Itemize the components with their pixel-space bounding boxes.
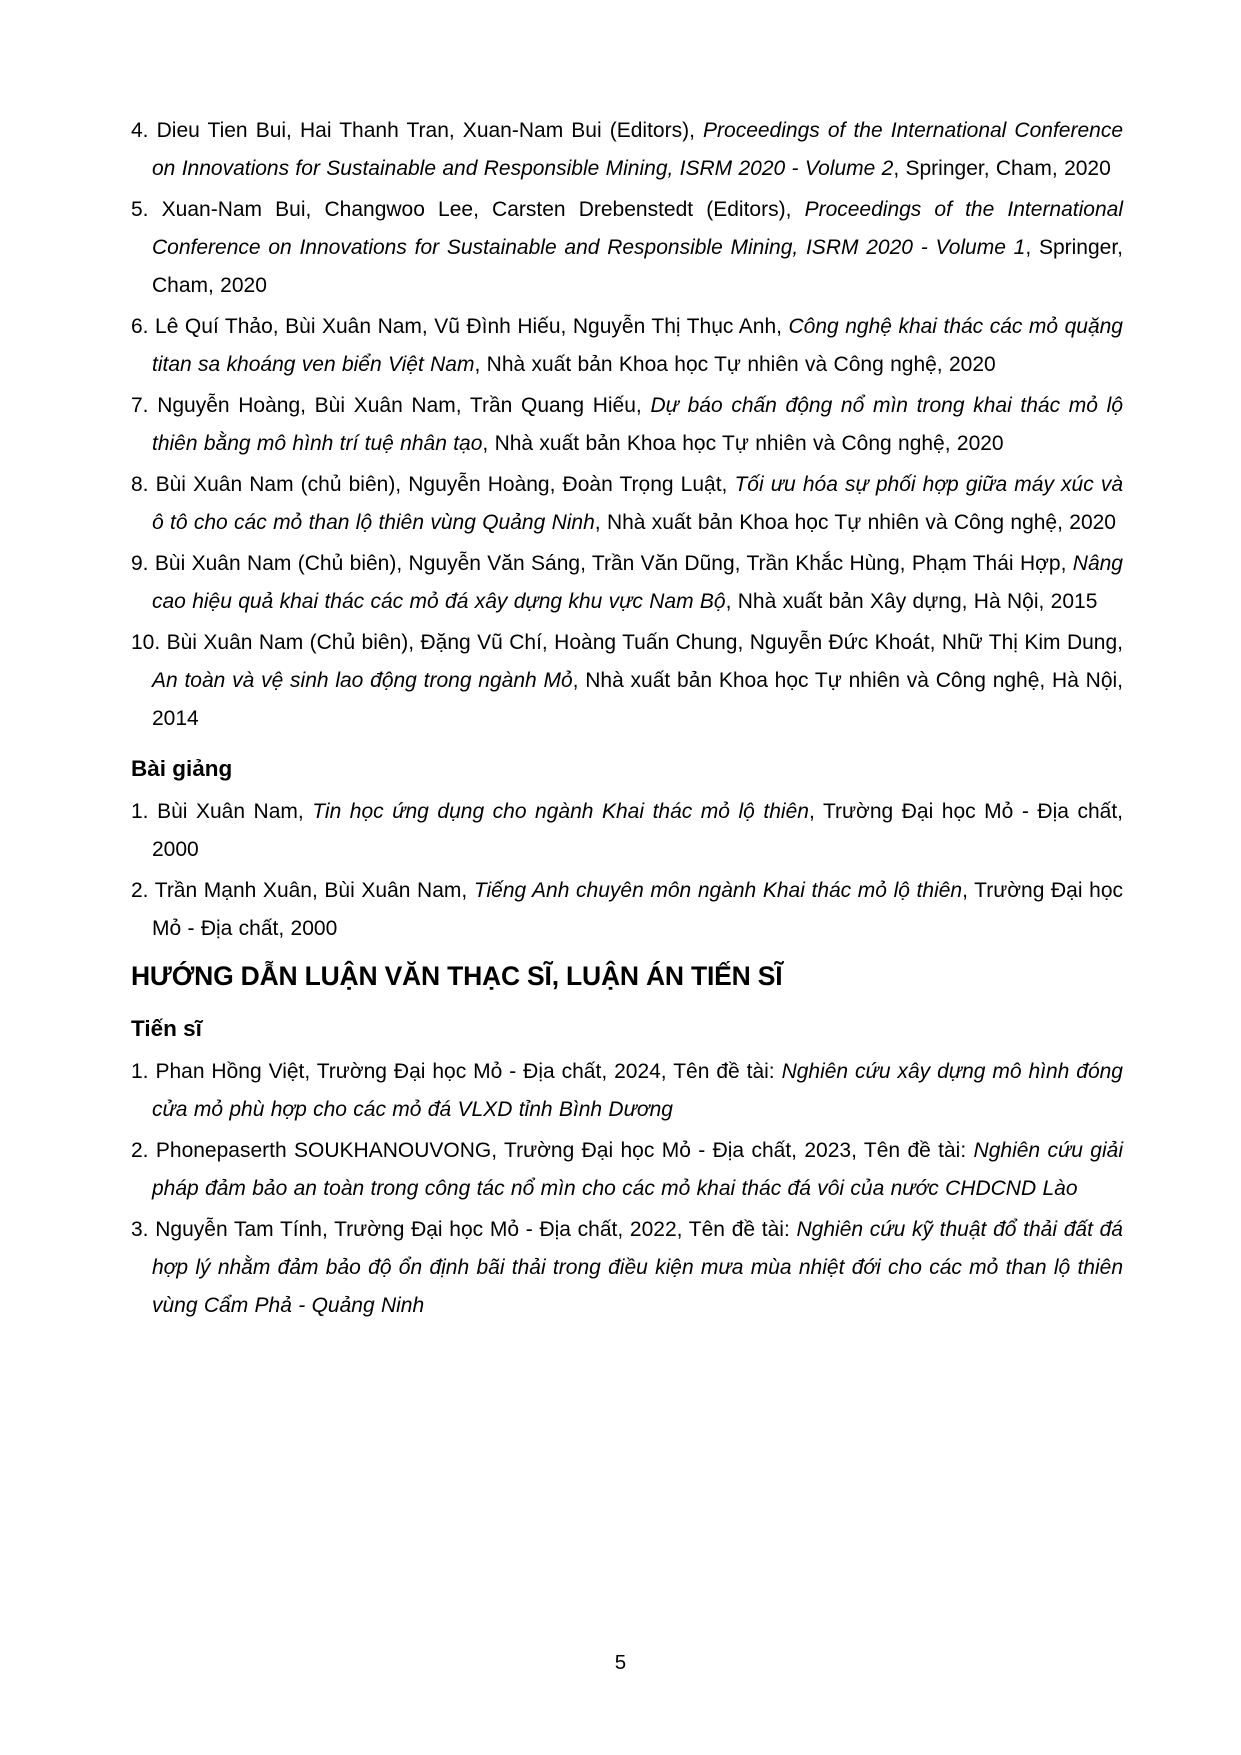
list-item-number: 10. (131, 631, 161, 654)
text-segment: , Trường Đại học Mỏ - Địa chất, 2000 (152, 800, 1123, 861)
text-segment: , Nhà xuất bản Xây dựng, Hà Nội, 2015 (725, 590, 1098, 613)
text-segment: Phan Hồng Việt, Trường Đại học Mỏ - Địa chất, 2024, Tên đề tài: (155, 1060, 782, 1083)
work-title-segment: Nghiên cứu kỹ thuật đổ thải đất đá hợp lý nhằm đảm bảo độ ổn định bãi thải trong điều kiện mưa mùa nhiệt đới cho các mỏ than lộ thiên vùng Cẩm Phả - Quảng Ninh (152, 1218, 1123, 1317)
list-item-number: 5. (131, 198, 149, 221)
text-segment: Nguyễn Tam Tính, Trường Đại học Mỏ - Địa chất, 2022, Tên đề tài: (155, 1218, 797, 1241)
list-item (131, 545, 1123, 621)
section-heading-huong-dan: HƯỚNG DẪN LUẬN VĂN THẠC SĨ, LUẬN ÁN TIẾN SĨ (131, 961, 783, 991)
section-heading-bai-giang: Bài giảng (131, 756, 233, 781)
lecture-list (131, 793, 1123, 948)
text-segment: Bùi Xuân Nam (Chủ biên), Đặng Vũ Chí, Hoàng Tuấn Chung, Nguyễn Đức Khoát, Nhữ Thị Kim Dung, (166, 631, 1123, 654)
list-item-number: 7. (131, 394, 149, 417)
list-item (131, 624, 1123, 738)
text-segment: Nguyễn Hoàng, Bùi Xuân Nam, Trần Quang Hiếu, (157, 394, 651, 417)
work-title-segment: Nghiên cứu xây dựng mô hình đóng cửa mỏ phù hợp cho các mỏ đá VLXD tỉnh Bình Dương (152, 1060, 1123, 1121)
list-item-number: 1. (131, 800, 149, 823)
list-item-number: 2. (131, 879, 149, 902)
section-heading-tien-si: Tiến sĩ (131, 1016, 202, 1041)
page-number: 5 (614, 1651, 627, 1674)
work-title-segment: Tin học ứng dụng cho ngành Khai thác mỏ lộ thiên (312, 800, 809, 823)
list-item (131, 1053, 1123, 1129)
work-title-segment: Proceedings of the International Conference on Innovations for Sustainable and Responsible Mining, ISRM 2020 - Volume 2 (152, 119, 1124, 180)
text-segment: Dieu Tien Bui, Hai Thanh Tran, Xuan-Nam Bui (Editors), (156, 119, 704, 142)
list-item (131, 872, 1123, 948)
text-segment: Bùi Xuân Nam, (157, 800, 313, 823)
text-segment: , Nhà xuất bản Khoa học Tự nhiên và Công nghệ, Hà Nội, 2014 (152, 669, 1123, 730)
text-segment: , Springer, Cham, 2020 (893, 157, 1111, 180)
work-title-segment: Công nghệ khai thác các mỏ quặng titan sa khoáng ven biển Việt Nam (152, 315, 1123, 376)
list-item-number: 1. (131, 1060, 149, 1083)
text-segment: , Nhà xuất bản Khoa học Tự nhiên và Công nghệ, 2020 (474, 353, 996, 376)
list-item (131, 1211, 1123, 1325)
book-publication-list (131, 112, 1123, 738)
list-item-number: 2. (131, 1139, 149, 1162)
text-segment: , Nhà xuất bản Khoa học Tự nhiên và Công nghệ, 2020 (594, 511, 1116, 534)
list-item (131, 191, 1123, 305)
phd-supervision-list (131, 1053, 1123, 1325)
document-body (131, 112, 1123, 1328)
list-item (131, 308, 1123, 384)
list-item-number: 4. (131, 119, 149, 142)
list-item (131, 387, 1123, 463)
text-segment: , Springer, Cham, 2020 (152, 236, 1123, 297)
list-item-number: 8. (131, 473, 149, 496)
work-title-segment: Nghiên cứu giải pháp đảm bảo an toàn trong công tác nổ mìn cho các mỏ khai thác đá vôi của nước CHDCND Lào (152, 1139, 1123, 1200)
list-item (131, 466, 1123, 542)
list-item-number: 3. (131, 1218, 149, 1241)
list-item-number: 9. (131, 552, 149, 575)
text-segment: Xuan-Nam Bui, Changwoo Lee, Carsten Drebenstedt (Editors), (161, 198, 805, 221)
text-segment: Trần Mạnh Xuân, Bùi Xuân Nam, (154, 879, 474, 902)
work-title-segment: Nâng cao hiệu quả khai thác các mỏ đá xây dựng khu vực Nam Bộ (152, 552, 1123, 613)
page-footer (0, 1650, 1241, 1676)
list-item (131, 793, 1123, 869)
text-segment: , Nhà xuất bản Khoa học Tự nhiên và Công nghệ, 2020 (482, 432, 1004, 455)
list-item-number: 6. (131, 315, 149, 338)
text-segment: Bùi Xuân Nam (chủ biên), Nguyễn Hoàng, Đoàn Trọng Luật, (155, 473, 735, 496)
work-title-segment: Dự báo chấn động nổ mìn trong khai thác mỏ lộ thiên bằng mô hình trí tuệ nhân tạo (152, 394, 1123, 455)
list-item (131, 1132, 1123, 1208)
work-title-segment: Proceedings of the International Conference on Innovations for Sustainable and Responsible Mining, ISRM 2020 - Volume 1 (152, 198, 1123, 259)
text-segment: Bùi Xuân Nam (Chủ biên), Nguyễn Văn Sáng, Trần Văn Dũng, Trần Khắc Hùng, Phạm Thái Hợp, (154, 552, 1073, 575)
text-segment: , Trường Đại học Mỏ - Địa chất, 2000 (152, 879, 1123, 940)
list-item (131, 112, 1123, 188)
work-title-segment: Tối ưu hóa sự phối hợp giữa máy xúc và ô tô cho các mỏ than lộ thiên vùng Quảng Ninh (152, 473, 1124, 534)
text-segment: Phonepaserth SOUKHANOUVONG, Trường Đại học Mỏ - Địa chất, 2023, Tên đề tài: (155, 1139, 974, 1162)
work-title-segment: An toàn và vệ sinh lao động trong ngành Mỏ (152, 669, 573, 692)
text-segment: Lê Quí Thảo, Bùi Xuân Nam, Vũ Đình Hiếu, Nguyễn Thị Thục Anh, (155, 315, 789, 338)
work-title-segment: Tiếng Anh chuyên môn ngành Khai thác mỏ lộ thiên (473, 879, 963, 902)
